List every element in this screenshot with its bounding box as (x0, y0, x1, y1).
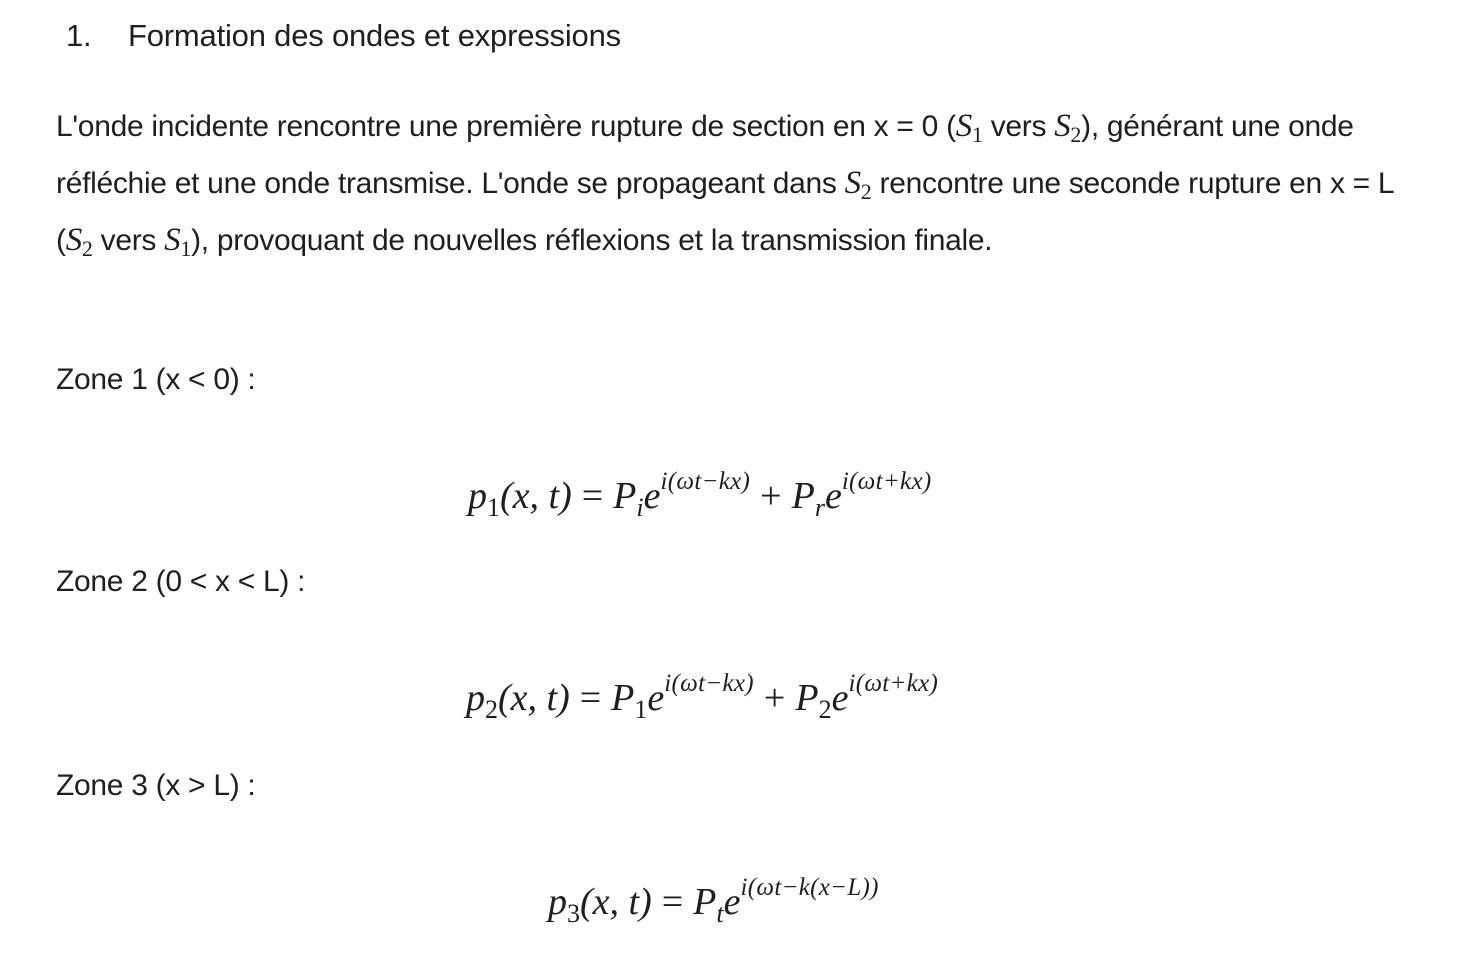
paragraph-text: rencontre une seconde rupture en x = L ( (56, 167, 1394, 257)
paragraph-text: ), provoquant de nouvelles réflexions et la transmission finale. (191, 224, 993, 257)
paragraph-text: ), générant une onde réfléchie et une onde transmise. L'onde se propageant dans (56, 110, 1354, 200)
section-number: 1. (66, 18, 92, 53)
section-title: Formation des ondes et expressions (128, 18, 621, 53)
math-s1: $S_1$ (955, 108, 983, 147)
math-s2: $S_2$ (1054, 108, 1082, 147)
math-s1: $S_1$ (164, 222, 192, 261)
paragraph-text: vers (982, 110, 1055, 143)
math-s2: $S_2$ (844, 165, 872, 204)
math-s2: $S_2$ (65, 222, 93, 261)
zone-1-label: Zone 1 (x < 0) : (56, 363, 256, 396)
intro-paragraph (56, 98, 1416, 269)
section-heading (66, 14, 621, 58)
zone-3-label: Zone 3 (x > L) : (56, 769, 256, 802)
zone-2-label: Zone 2 (0 < x < L) : (56, 565, 306, 598)
paragraph-text: vers (92, 224, 165, 257)
paragraph-text: L'onde incidente rencontre une première rupture de section en x = 0 ( (56, 110, 956, 143)
